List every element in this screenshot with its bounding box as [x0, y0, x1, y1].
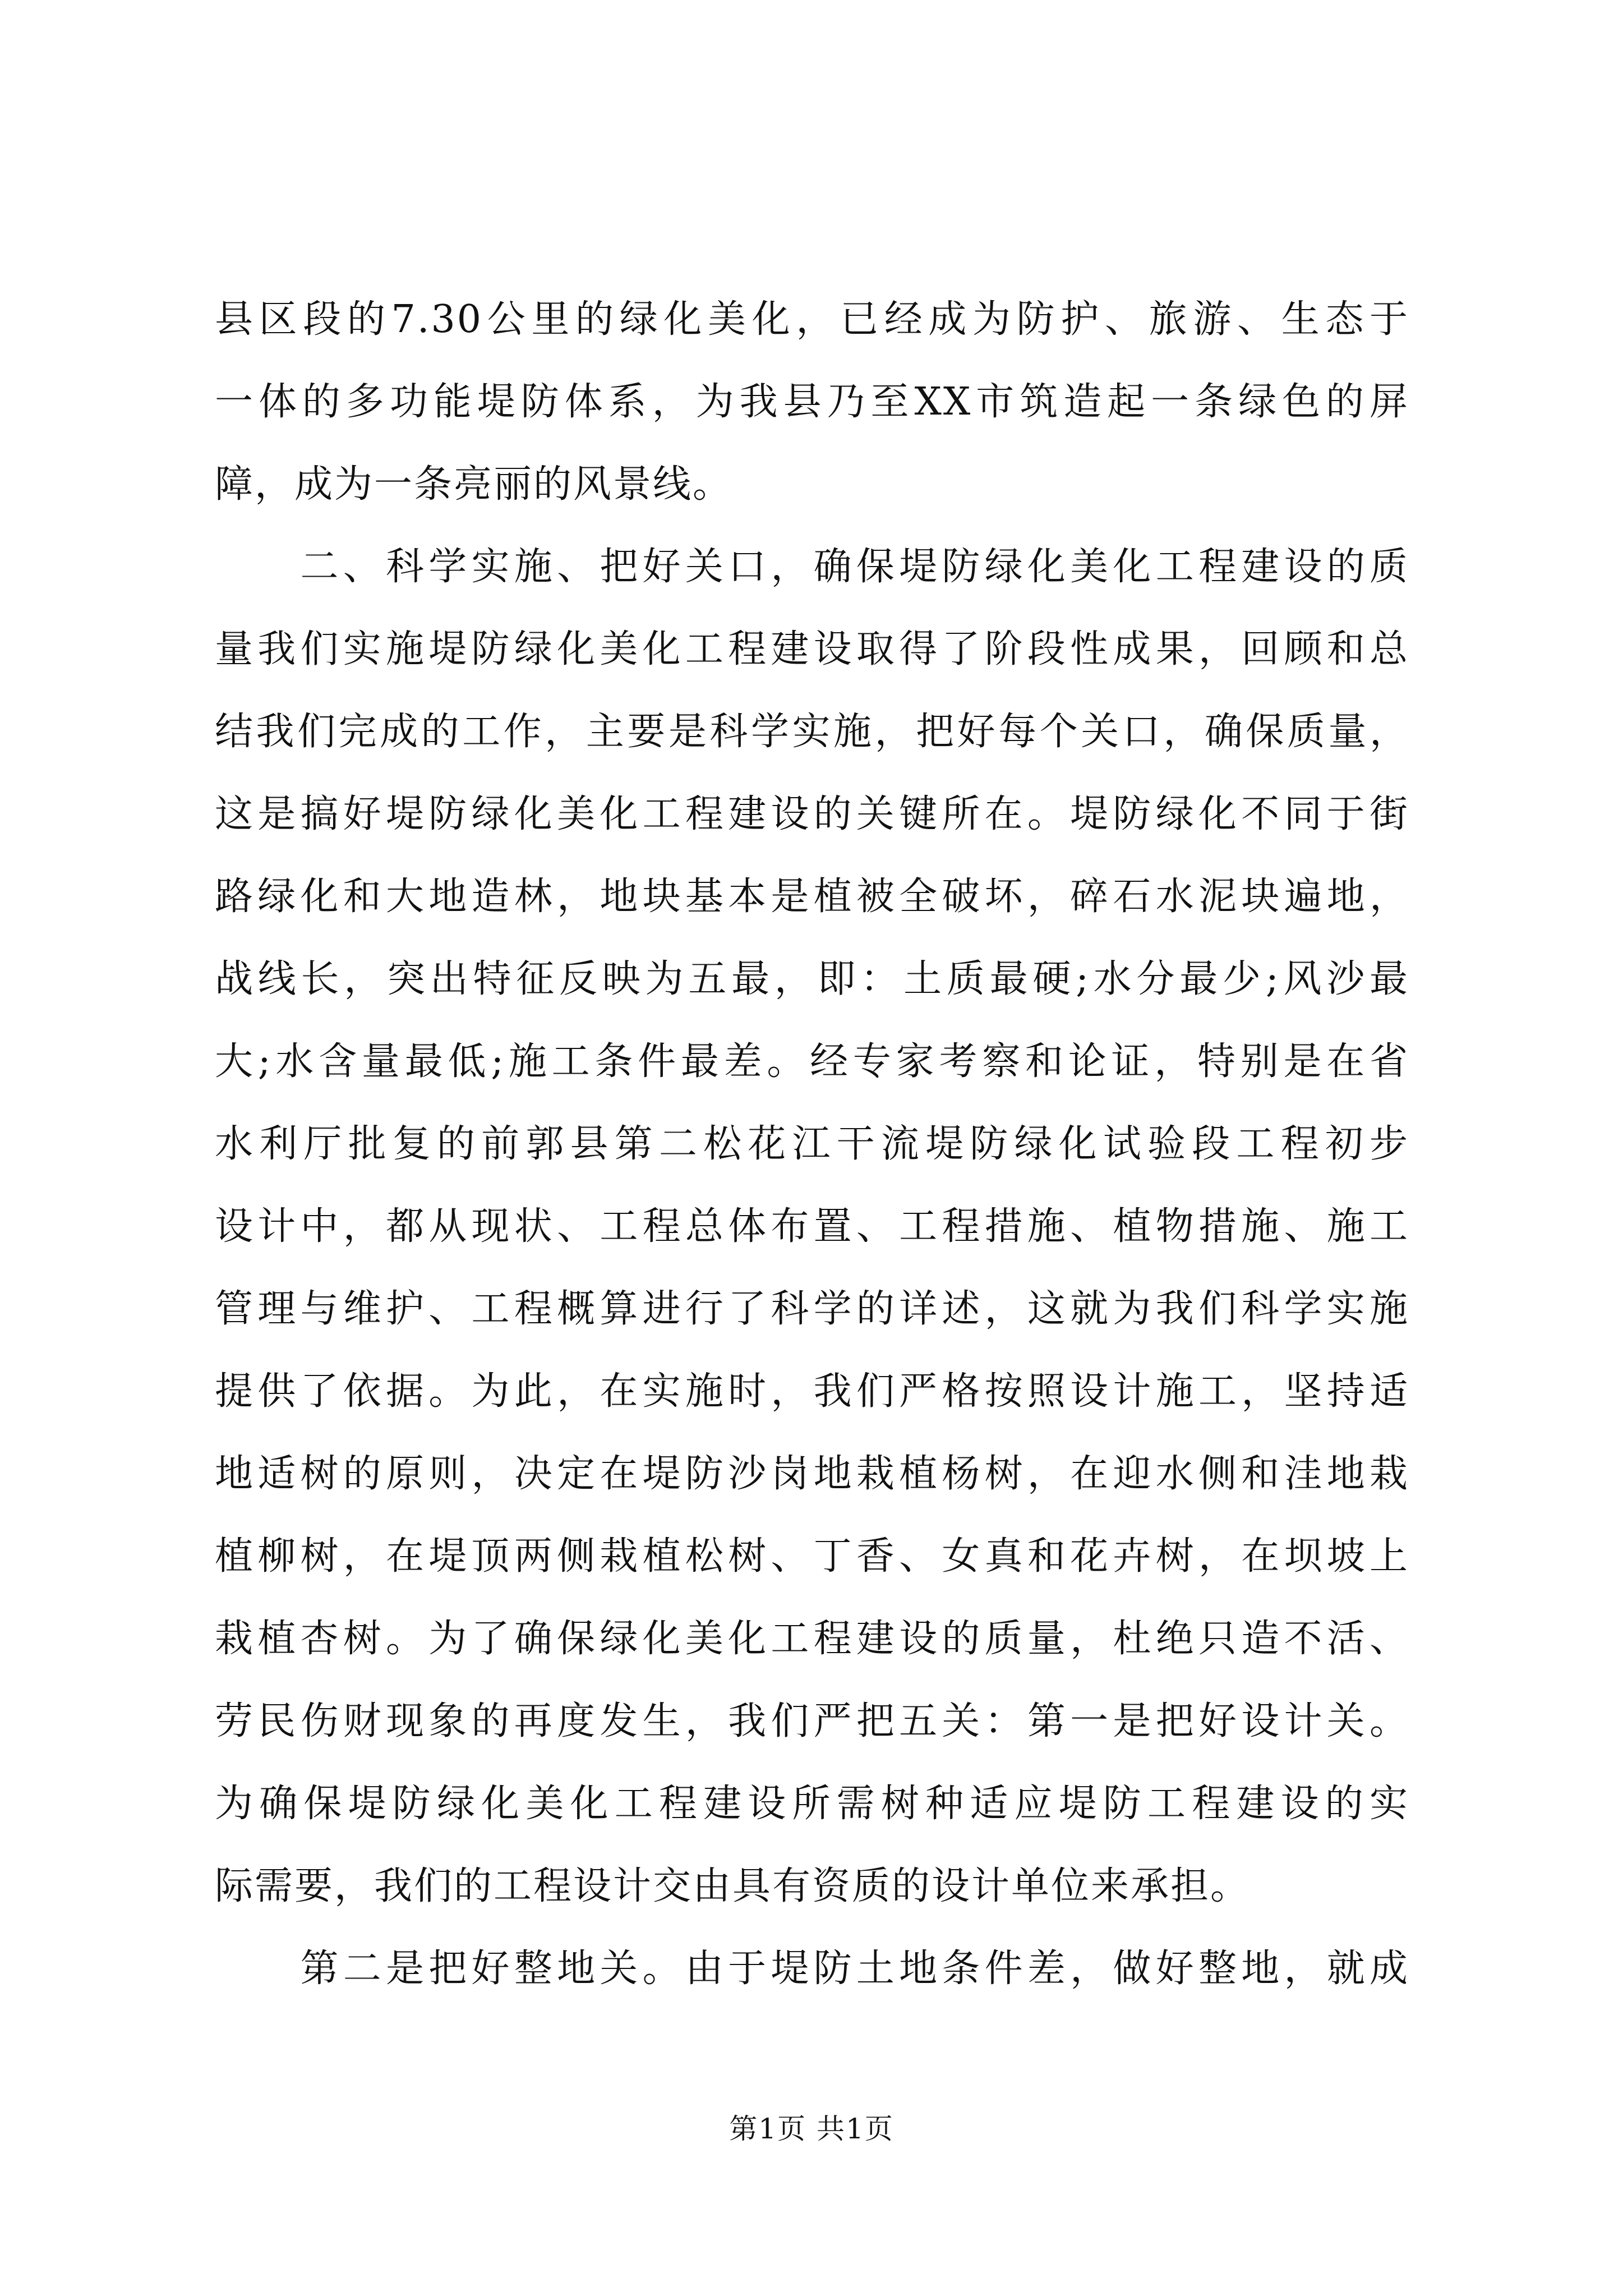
- text-line: 为确保堤防绿化美化工程建设所需树种适应堤防工程建设的实: [215, 1782, 1409, 1826]
- text-line: 这是搞好堤防绿化美化工程建设的关键所在。堤防绿化不同于街: [215, 792, 1409, 836]
- text-line: 一体的多功能堤防体系，为我县乃至XX市筑造起一条绿色的屏: [215, 380, 1409, 424]
- text-line: 障，成为一条亮丽的风景线。: [215, 462, 733, 507]
- page-footer: 第1页 共1页: [729, 2113, 894, 2145]
- text-line: 管理与维护、工程概算进行了科学的详述，这就为我们科学实施: [215, 1287, 1409, 1331]
- text-line: 大;水含量最低;施工条件最差。经专家考察和论证，特别是在省: [215, 1039, 1409, 1084]
- text-line: 第二是把好整地关。由于堤防土地条件差，做好整地，就成: [215, 1947, 1409, 1991]
- text-line: 二、科学实施、把好关口，确保堤防绿化美化工程建设的质: [215, 545, 1409, 589]
- text-line: 结我们完成的工作，主要是科学实施，把好每个关口，确保质量，: [215, 710, 1409, 754]
- text-line: 县区段的7.30公里的绿化美化，已经成为防护、旅游、生态于: [215, 297, 1409, 342]
- text-line: 路绿化和大地造林，地块基本是植被全破坏，碎石水泥块遍地，: [215, 875, 1409, 919]
- text-line: 劳民伤财现象的再度发生，我们严把五关：第一是把好设计关。: [215, 1699, 1409, 1743]
- text-line: 设计中，都从现状、工程总体布置、工程措施、植物措施、施工: [215, 1204, 1409, 1249]
- text-line: 提供了依据。为此，在实施时，我们严格按照设计施工，坚持适: [215, 1369, 1409, 1414]
- text-line: 植柳树，在堤顶两侧栽植松树、丁香、女真和花卉树，在坝坡上: [215, 1534, 1409, 1579]
- text-line: 量我们实施堤防绿化美化工程建设取得了阶段性成果，回顾和总: [215, 627, 1409, 671]
- text-line: 际需要，我们的工程设计交由具有资质的设计单位来承担。: [215, 1864, 1251, 1908]
- text-line: 战线长，突出特征反映为五最，即：土质最硬;水分最少;风沙最: [215, 957, 1409, 1001]
- text-line: 水利厅批复的前郭县第二松花江干流堤防绿化试验段工程初步: [215, 1122, 1409, 1166]
- text-line: 栽植杏树。为了确保绿化美化工程建设的质量，杜绝只造不活、: [215, 1617, 1409, 1661]
- text-line: 地适树的原则，决定在堤防沙岗地栽植杨树，在迎水侧和洼地栽: [215, 1452, 1409, 1496]
